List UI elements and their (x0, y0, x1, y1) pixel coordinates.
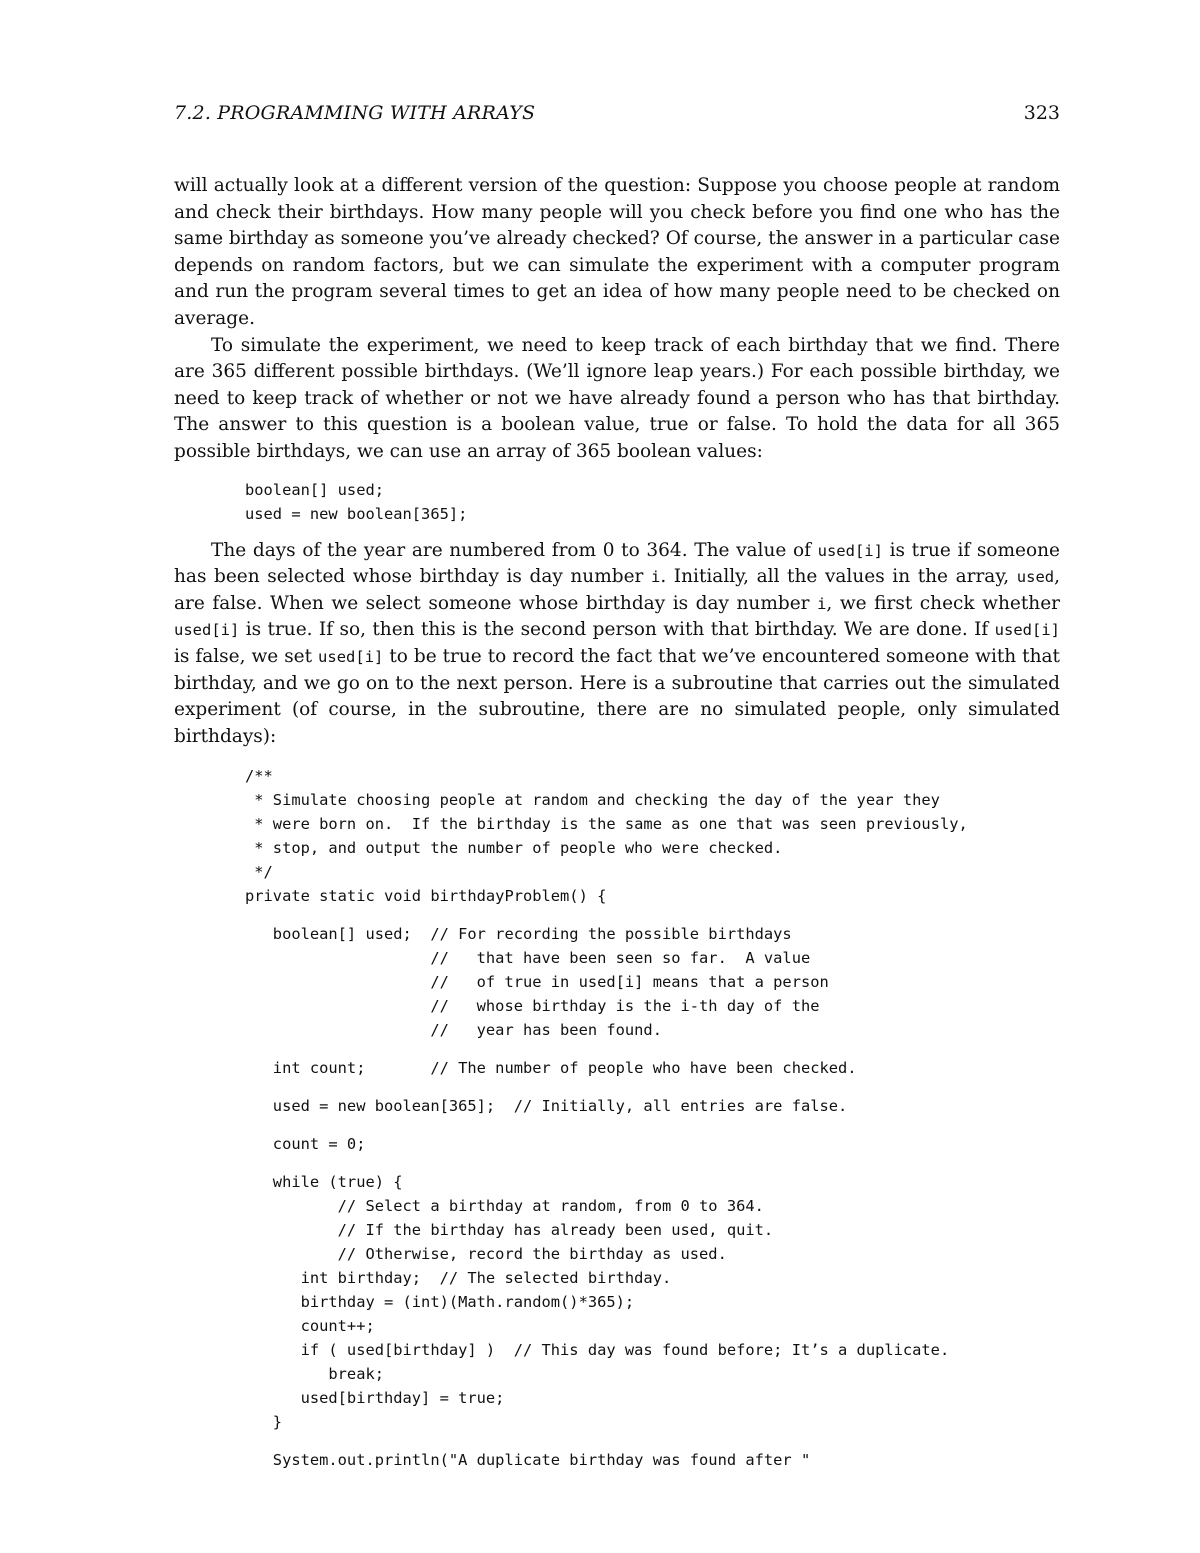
inline-code: i (651, 568, 661, 587)
code-line: used = new boolean[365]; (245, 504, 468, 523)
page-body (174, 173, 1060, 1472)
code-line: * Simulate choosing people at random and checking the day of the year they (245, 791, 940, 810)
text-run: is true if someone has been selected whose birthday is day number (174, 539, 1060, 588)
text-run: , are false. When we select someone whose birthday is day number (174, 566, 1060, 614)
code-gap (245, 1080, 1060, 1094)
text-run: , we first check whether (826, 592, 1060, 614)
code-line: // year has been found. (245, 1021, 662, 1040)
code-line: * were born on. If the birthday is the same as one that was seen previously, (245, 815, 968, 834)
inline-code: i (817, 594, 827, 613)
paragraph-3 (174, 538, 1060, 751)
inline-code: used[i] (318, 647, 384, 666)
code-line: // whose birthday is the i-th day of the (245, 997, 820, 1016)
code-line: // If the birthday has already been used, quit. (245, 1221, 774, 1240)
code-line: used = new boolean[365]; // Initially, all entries are false. (245, 1097, 848, 1116)
text-run: is false, we set (174, 645, 319, 667)
code-line: count = 0; (245, 1135, 366, 1154)
inline-code: used[i] (817, 541, 883, 560)
code-line: birthday = (int)(Math.random()*365); (245, 1293, 635, 1312)
code-line: */ (245, 863, 273, 882)
code-line: // that have been seen so far. A value (245, 949, 811, 968)
text-run: . Initially, all the values in the array, (660, 566, 1017, 588)
page-number: 323 (1023, 102, 1060, 124)
text-run: is true. If so, then this is the second person with that birthday. We are done. If (239, 619, 995, 641)
inline-code: used[i] (174, 621, 240, 640)
code-gap (245, 1118, 1060, 1132)
code-line: if ( used[birthday] ) // This day was found before; It’s a duplicate. (245, 1341, 950, 1360)
inline-code: used[i] (994, 621, 1060, 640)
paragraph-1: will actually look at a different version of the question: Suppose you choose people at random and check their birthdays. How many people will you check before you find one who has the same birthday as someone you’ve already checked? Of course, the answer in a particular case depends on random factors, but we can simulate the experiment with a computer program and run the program several times to get an idea of how many people need to be checked on average. (174, 175, 1060, 329)
code-line: int birthday; // The selected birthday. (245, 1269, 672, 1288)
code-line: // Select a birthday at random, from 0 to 364. (245, 1197, 764, 1216)
code-line: boolean[] used; // For recording the possible birthdays (245, 925, 792, 944)
running-header (174, 102, 1060, 132)
code-line: } (245, 1413, 283, 1432)
section-title: 7.2. PROGRAMMING WITH ARRAYS (174, 102, 536, 124)
code-block-array-declaration (245, 478, 1060, 526)
code-gap (245, 908, 1060, 922)
paragraph-2: To simulate the experiment, we need to keep track of each birthday that we find. There are 365 different possible birthdays. (We’ll ignore leap years.) For each possible birthday, we need to keep track of whether or not we have already found a person who has that birthday. The answer to this question is a boolean value, true or false. To hold the data for all 365 possible birthdays, we can use an array of 365 boolean values: (174, 334, 1060, 462)
code-line: used[birthday] = true; (245, 1389, 505, 1408)
code-line: break; (245, 1365, 384, 1384)
code-line: count++; (245, 1317, 375, 1336)
code-gap (245, 1434, 1060, 1448)
text-run: to be true to record the fact that we’ve encountered someone with that birthday, and we go on to the next person. Here is a subroutine that carries out the simulated experiment (of course, in the subroutine, there are no simulated people, only simulated birthdays): (174, 645, 1060, 747)
text-run: The days of the year are numbered from 0 to 364. The value of (211, 539, 818, 561)
inline-code: used (1016, 568, 1055, 587)
code-line: while (true) { (245, 1173, 403, 1192)
code-line: System.out.println("A duplicate birthday was found after " (245, 1451, 811, 1470)
code-gap (245, 1156, 1060, 1170)
code-line: private static void birthdayProblem() { (245, 887, 607, 906)
code-line: // Otherwise, record the birthday as used. (245, 1245, 727, 1264)
code-line: // of true in used[i] means that a person (245, 973, 829, 992)
code-line: * stop, and output the number of people who were checked. (245, 839, 783, 858)
code-line: int count; // The number of people who have been checked. (245, 1059, 857, 1078)
code-block-birthday-problem (245, 764, 1060, 1472)
code-line: /** (245, 767, 273, 786)
code-line: boolean[] used; (245, 480, 384, 499)
code-gap (245, 1042, 1060, 1056)
